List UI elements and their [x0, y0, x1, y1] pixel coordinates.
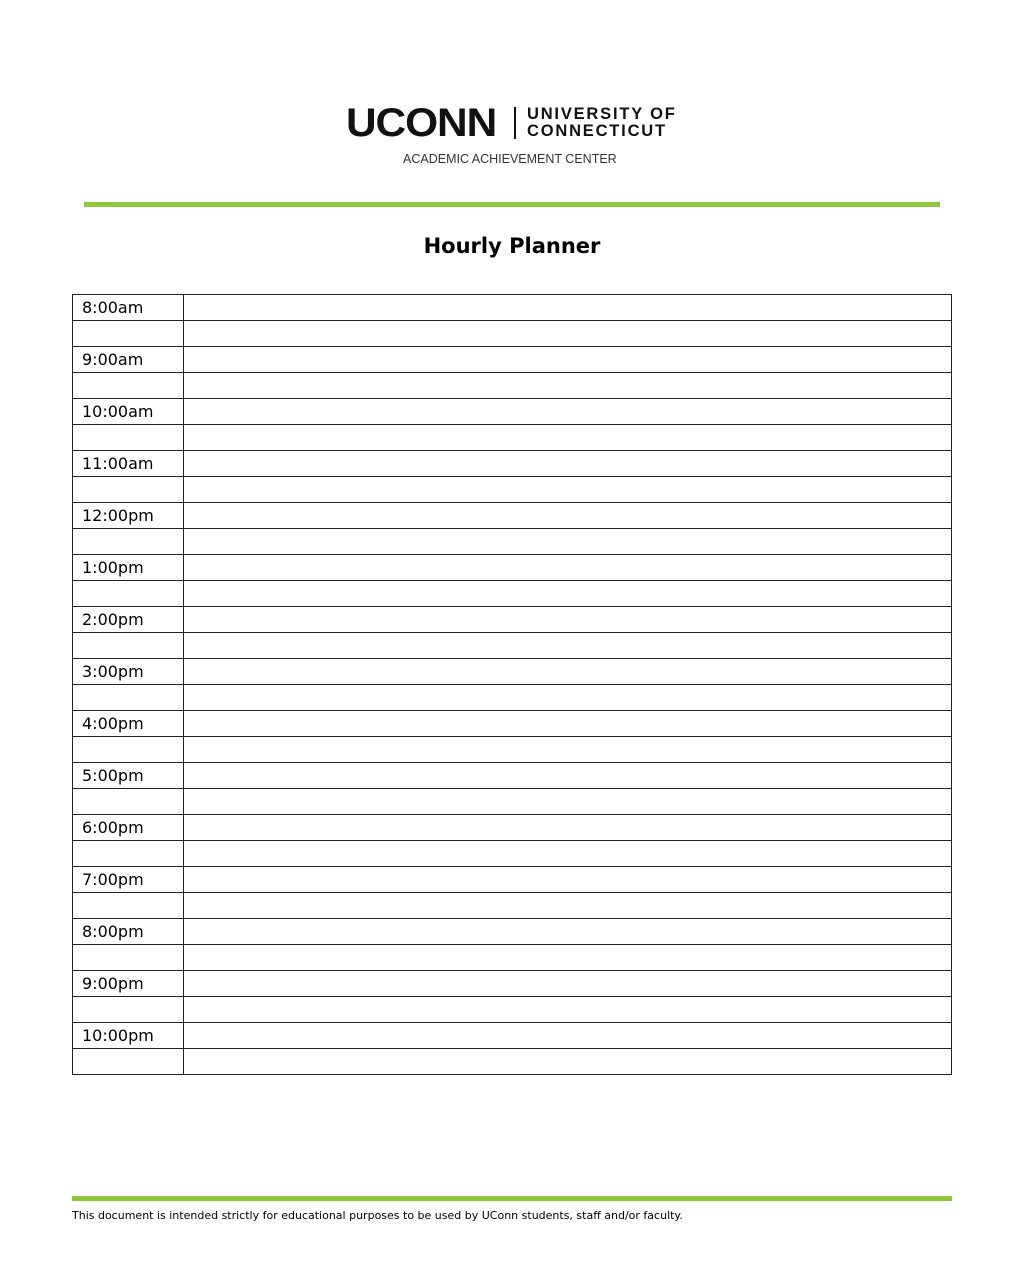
notes-cell[interactable] — [184, 1023, 952, 1049]
time-label: 5:00pm — [73, 763, 184, 789]
page-title: Hourly Planner — [423, 234, 601, 258]
planner-half-row — [73, 581, 952, 607]
notes-cell[interactable] — [184, 633, 952, 659]
time-label-blank — [73, 1049, 184, 1075]
notes-cell[interactable] — [184, 295, 952, 321]
time-label: 2:00pm — [73, 607, 184, 633]
notes-cell[interactable] — [184, 581, 952, 607]
notes-cell[interactable] — [184, 685, 952, 711]
notes-cell[interactable] — [184, 815, 952, 841]
planner-row — [73, 919, 952, 945]
planner-half-row — [73, 477, 952, 503]
footer-disclaimer: This document is intended strictly for educational purposes to be used by UConn students, staff and/or faculty. — [72, 1209, 683, 1222]
notes-cell[interactable] — [184, 789, 952, 815]
time-label-blank — [73, 997, 184, 1023]
time-label-blank — [73, 789, 184, 815]
notes-cell[interactable] — [184, 893, 952, 919]
notes-cell[interactable] — [184, 607, 952, 633]
notes-cell[interactable] — [184, 867, 952, 893]
logo-university-name — [527, 106, 677, 140]
time-label: 10:00am — [73, 399, 184, 425]
time-label-blank — [73, 373, 184, 399]
planner-half-row — [73, 1049, 952, 1075]
time-label-blank — [73, 633, 184, 659]
notes-cell[interactable] — [184, 711, 952, 737]
planner-half-row — [73, 529, 952, 555]
time-label: 11:00am — [73, 451, 184, 477]
planner-half-row — [73, 945, 952, 971]
time-label: 8:00pm — [73, 919, 184, 945]
logo-wordmark: UCONN — [346, 101, 497, 145]
planner-row — [73, 451, 952, 477]
time-label-blank — [73, 477, 184, 503]
notes-cell[interactable] — [184, 971, 952, 997]
notes-cell[interactable] — [184, 425, 952, 451]
notes-cell[interactable] — [184, 529, 952, 555]
notes-cell[interactable] — [184, 399, 952, 425]
notes-cell[interactable] — [184, 477, 952, 503]
planner-row — [73, 867, 952, 893]
notes-cell[interactable] — [184, 503, 952, 529]
time-label: 9:00am — [73, 347, 184, 373]
planner-row — [73, 399, 952, 425]
time-label: 12:00pm — [73, 503, 184, 529]
planner-row — [73, 1023, 952, 1049]
time-label-blank — [73, 945, 184, 971]
time-label-blank — [73, 893, 184, 919]
notes-cell[interactable] — [184, 555, 952, 581]
notes-cell[interactable] — [184, 1049, 952, 1075]
bottom-accent-rule — [72, 1196, 952, 1201]
notes-cell[interactable] — [184, 763, 952, 789]
time-label: 9:00pm — [73, 971, 184, 997]
time-label: 7:00pm — [73, 867, 184, 893]
planner-row — [73, 555, 952, 581]
logo-line-2: CONNECTICUT — [527, 122, 667, 140]
notes-cell[interactable] — [184, 841, 952, 867]
planner-row — [73, 347, 952, 373]
notes-cell[interactable] — [184, 997, 952, 1023]
time-label: 6:00pm — [73, 815, 184, 841]
time-label: 3:00pm — [73, 659, 184, 685]
center-name: ACADEMIC ACHIEVEMENT CENTER — [403, 152, 617, 166]
time-label: 10:00pm — [73, 1023, 184, 1049]
planner-row — [73, 971, 952, 997]
time-label-blank — [73, 737, 184, 763]
notes-cell[interactable] — [184, 659, 952, 685]
logo-divider — [514, 107, 516, 139]
time-label: 4:00pm — [73, 711, 184, 737]
time-label-blank — [73, 581, 184, 607]
hourly-planner-table — [72, 294, 952, 1075]
planner-row — [73, 763, 952, 789]
notes-cell[interactable] — [184, 347, 952, 373]
time-label-blank — [73, 321, 184, 347]
planner-half-row — [73, 737, 952, 763]
planner-half-row — [73, 425, 952, 451]
uconn-logo — [346, 101, 686, 168]
planner-row — [73, 815, 952, 841]
planner-half-row — [73, 789, 952, 815]
notes-cell[interactable] — [184, 321, 952, 347]
planner-half-row — [73, 997, 952, 1023]
notes-cell[interactable] — [184, 737, 952, 763]
time-label: 8:00am — [73, 295, 184, 321]
planner-half-row — [73, 321, 952, 347]
planner-half-row — [73, 373, 952, 399]
planner-half-row — [73, 841, 952, 867]
top-accent-rule — [84, 202, 940, 207]
planner-row — [73, 711, 952, 737]
notes-cell[interactable] — [184, 451, 952, 477]
notes-cell[interactable] — [184, 919, 952, 945]
time-label-blank — [73, 529, 184, 555]
logo-line-1: UNIVERSITY OF — [527, 105, 677, 123]
planner-half-row — [73, 893, 952, 919]
notes-cell[interactable] — [184, 373, 952, 399]
planner-row — [73, 503, 952, 529]
planner-half-row — [73, 685, 952, 711]
planner-row — [73, 607, 952, 633]
planner-half-row — [73, 633, 952, 659]
time-label-blank — [73, 425, 184, 451]
planner-row — [73, 295, 952, 321]
notes-cell[interactable] — [184, 945, 952, 971]
planner-row — [73, 659, 952, 685]
time-label-blank — [73, 685, 184, 711]
time-label: 1:00pm — [73, 555, 184, 581]
time-label-blank — [73, 841, 184, 867]
